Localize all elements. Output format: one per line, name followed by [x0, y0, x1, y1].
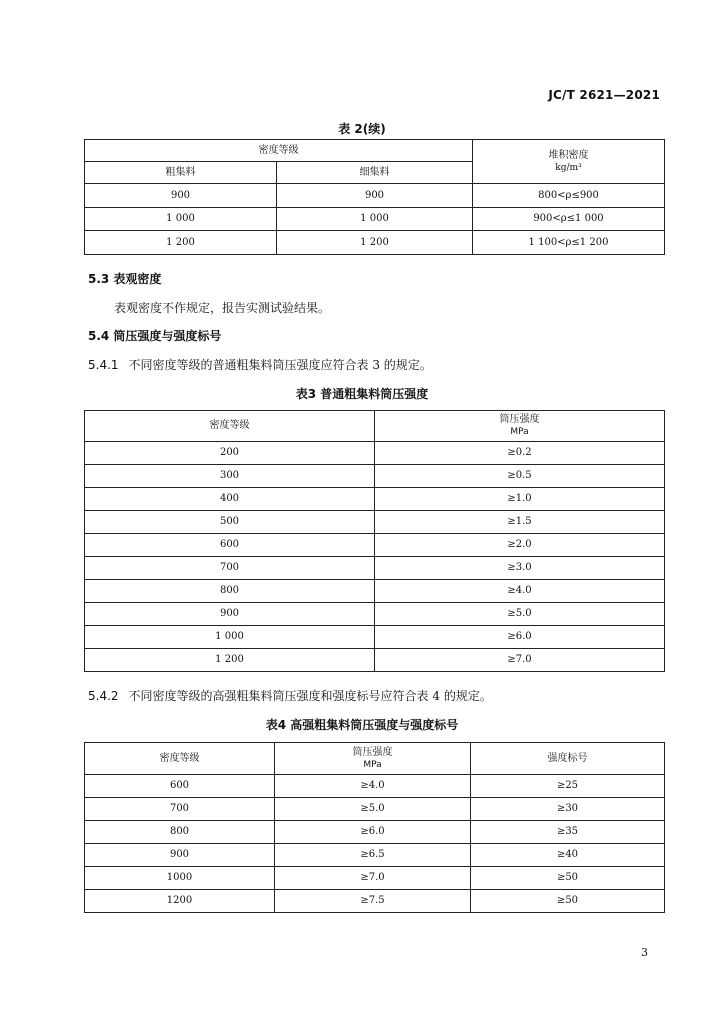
table2-bulk-unit: kg/m³ — [555, 162, 582, 173]
table3-cell: 900 — [85, 603, 375, 626]
page-number: 3 — [641, 946, 648, 959]
table2-cell: 1 100<ρ≤1 200 — [473, 231, 665, 255]
table3-cell: 200 — [85, 442, 375, 465]
table4-strength-label: 筒压强度 — [352, 746, 393, 758]
table3-cell: ≥3.0 — [375, 557, 665, 580]
table2-fine-header: 细集料 — [277, 162, 473, 184]
table-row — [85, 557, 665, 580]
table3-density-header: 密度等级 — [85, 411, 375, 442]
table4-caption: 表4 高强粗集料筒压强度与强度标号 — [265, 718, 459, 732]
table-row — [85, 184, 665, 208]
table4-cell: 1000 — [85, 867, 275, 890]
table4-cell: 800 — [85, 821, 275, 844]
table-row — [85, 890, 665, 913]
table-row — [85, 821, 665, 844]
table4-grade-header: 强度标号 — [471, 743, 665, 775]
clause-5-4-1-text: 不同密度等级的普通粗集料筒压强度应符合表 3 的规定。 — [128, 358, 432, 372]
table3-cell: 400 — [85, 488, 375, 511]
clause-5-4-1 — [88, 356, 432, 373]
table2-caption: 表 2(续) — [338, 122, 386, 136]
clause-5-4-2 — [88, 687, 492, 704]
table4-strength-header — [275, 743, 471, 775]
table4-cell: ≥25 — [471, 775, 665, 798]
table3-cell: 600 — [85, 534, 375, 557]
table3-cell: ≥5.0 — [375, 603, 665, 626]
table3-cell: ≥2.0 — [375, 534, 665, 557]
table3-cell: ≥7.0 — [375, 649, 665, 672]
table2-cell: 900 — [85, 184, 277, 208]
table3-cell: 800 — [85, 580, 375, 603]
table4-cell: 700 — [85, 798, 275, 821]
table2-cell: 900<ρ≤1 000 — [473, 208, 665, 231]
table2-cell: 900 — [277, 184, 473, 208]
table4-density-header: 密度等级 — [85, 743, 275, 775]
table-row — [85, 844, 665, 867]
table-row — [85, 626, 665, 649]
table4-cell: ≥6.0 — [275, 821, 471, 844]
table2-bulk-header — [473, 140, 665, 184]
table-row — [85, 511, 665, 534]
table2-bulk-label: 堆积密度 — [548, 149, 589, 161]
table-row — [85, 867, 665, 890]
table4-cell: 1200 — [85, 890, 275, 913]
table2-cell: 800<ρ≤900 — [473, 184, 665, 208]
table3-cell: 300 — [85, 465, 375, 488]
table3-cell: 1 200 — [85, 649, 375, 672]
table2-coarse-header: 粗集料 — [85, 162, 277, 184]
table3-cell: 700 — [85, 557, 375, 580]
table4-cell: ≥30 — [471, 798, 665, 821]
table-row — [85, 231, 665, 255]
table4-cell: ≥6.5 — [275, 844, 471, 867]
table4-cell: ≥35 — [471, 821, 665, 844]
table2-group-header: 密度等级 — [85, 140, 473, 162]
table2-cell: 1 000 — [277, 208, 473, 231]
table2-cell: 1 000 — [85, 208, 277, 231]
section-5-3-text: 表观密度不作规定，报告实测试验结果。 — [114, 301, 331, 315]
table-row — [85, 534, 665, 557]
table3-cell: ≥4.0 — [375, 580, 665, 603]
table2 — [84, 139, 665, 255]
table2-cell: 1 200 — [85, 231, 277, 255]
table3-cell: 500 — [85, 511, 375, 534]
clause-5-4-2-text: 不同密度等级的高强粗集料筒压强度和强度标号应符合表 4 的规定。 — [128, 689, 492, 703]
table3-cell: ≥6.0 — [375, 626, 665, 649]
table4-cell: ≥5.0 — [275, 798, 471, 821]
table3-cell: ≥0.2 — [375, 442, 665, 465]
table3 — [84, 410, 665, 672]
table3-strength-label: 筒压强度 — [499, 414, 540, 425]
table3-strength-header — [375, 411, 665, 442]
table3-cell: ≥0.5 — [375, 465, 665, 488]
table4-cell: ≥50 — [471, 890, 665, 913]
table4-cell: ≥4.0 — [275, 775, 471, 798]
table-row — [85, 208, 665, 231]
table-row — [85, 465, 665, 488]
table4 — [84, 742, 665, 913]
table-row — [85, 798, 665, 821]
table4-cell: ≥7.5 — [275, 890, 471, 913]
clause-5-4-1-number: 5.4.1 — [88, 358, 119, 372]
table4-cell: ≥40 — [471, 844, 665, 867]
table4-strength-unit: MPa — [363, 759, 382, 770]
section-5-3-title: 5.3 表观密度 — [88, 272, 162, 286]
table3-strength-unit: MPa — [510, 427, 529, 437]
table-row — [85, 775, 665, 798]
table4-cell: 900 — [85, 844, 275, 867]
clause-5-4-2-number: 5.4.2 — [88, 689, 119, 703]
table-row — [85, 580, 665, 603]
table4-cell: ≥7.0 — [275, 867, 471, 890]
table-row — [85, 649, 665, 672]
table3-cell: ≥1.5 — [375, 511, 665, 534]
section-5-4-title: 5.4 筒压强度与强度标号 — [88, 329, 222, 343]
table3-caption: 表3 普通粗集料筒压强度 — [295, 387, 429, 401]
table3-cell: ≥1.0 — [375, 488, 665, 511]
table4-cell: ≥50 — [471, 867, 665, 890]
table-row — [85, 603, 665, 626]
table-row — [85, 488, 665, 511]
table3-cell: 1 000 — [85, 626, 375, 649]
table4-cell: 600 — [85, 775, 275, 798]
table-row — [85, 442, 665, 465]
standard-code-header: JC/T 2621—2021 — [548, 88, 660, 102]
table2-cell: 1 200 — [277, 231, 473, 255]
